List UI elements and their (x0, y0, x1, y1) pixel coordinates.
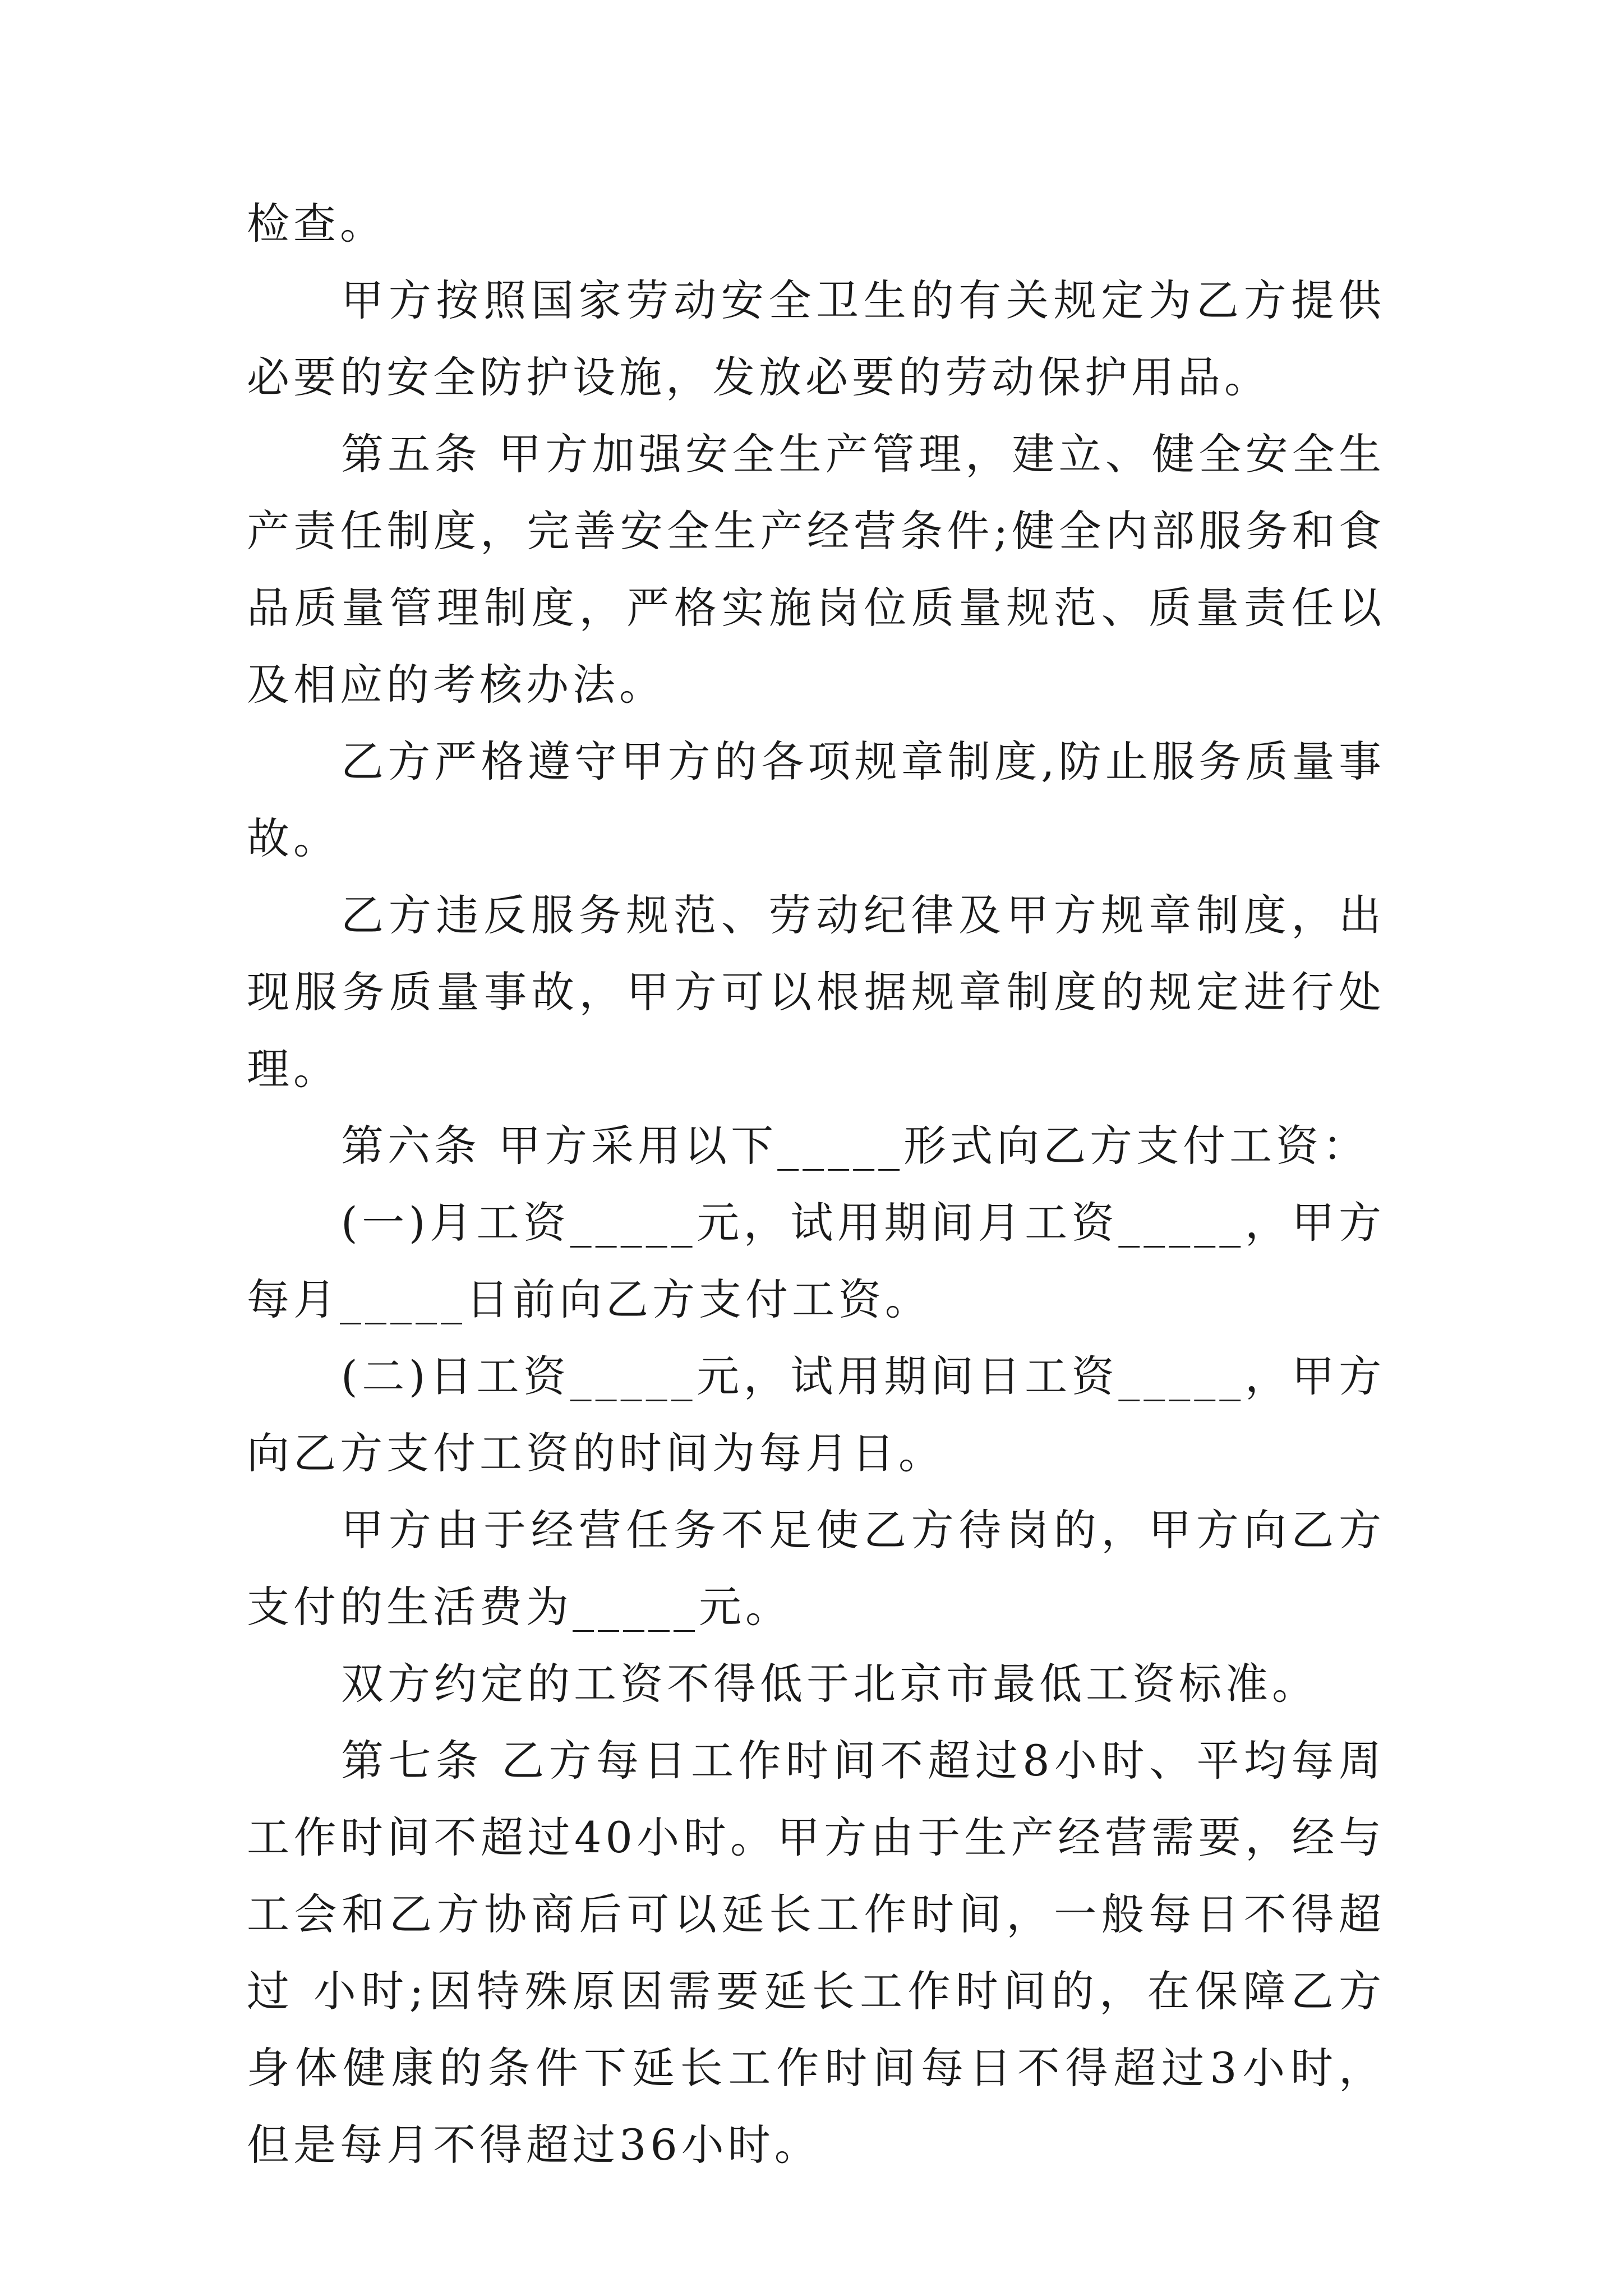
paragraph-article-7: 第七条 乙方每日工作时间不超过8小时、平均每周工作时间不超过40小时。甲方由于生产经营需要，经与工会和乙方协商后可以延长工作时间，一般每日不得超过 小时;因特殊原因需要延长工作时间的，在保障乙方身体健康的条件下延长工作时间每日不得超过3小时，但是每月不得超过36小时。 (247, 1736, 1385, 2170)
paragraph-2: 甲方按照国家劳动安全卫生的有关规定为乙方提供必要的安全防护设施，发放必要的劳动保护用品。 (247, 275, 1385, 402)
paragraph-4: 乙方严格遵守甲方的各项规章制度,防止服务质量事故。 (247, 737, 1385, 863)
paragraph-minimum-wage: 双方约定的工资不得低于北京市最低工资标准。 (341, 1659, 1318, 1709)
paragraph-5: 乙方违反服务规范、劳动纪律及甲方规章制度，出现服务质量事故，甲方可以根据规章制度的规定进行处理。 (247, 890, 1385, 1094)
paragraph-monthly-wage: (一)月工资_____元，试用期间月工资_____，甲方每月_____日前向乙方支付工资。 (247, 1198, 1385, 1324)
paragraph-daily-wage: (二)日工资_____元，试用期间日工资_____，甲方向乙方支付工资的时间为每月日。 (247, 1351, 1385, 1478)
document-body (247, 185, 1385, 2183)
paragraph-1: 检查。 (247, 199, 386, 249)
paragraph-article-5: 第五条 甲方加强安全生产管理，建立、健全安全生产责任制度，完善安全生产经营条件;健全内部服务和食品质量管理制度，严格实施岗位质量规范、质量责任以及相应的考核办法。 (247, 429, 1385, 710)
paragraph-standby-allowance: 甲方由于经营任务不足使乙方待岗的，甲方向乙方支付的生活费为_____元。 (247, 1505, 1385, 1632)
paragraph-article-6: 第六条 甲方采用以下_____形式向乙方支付工资： (341, 1121, 1370, 1171)
